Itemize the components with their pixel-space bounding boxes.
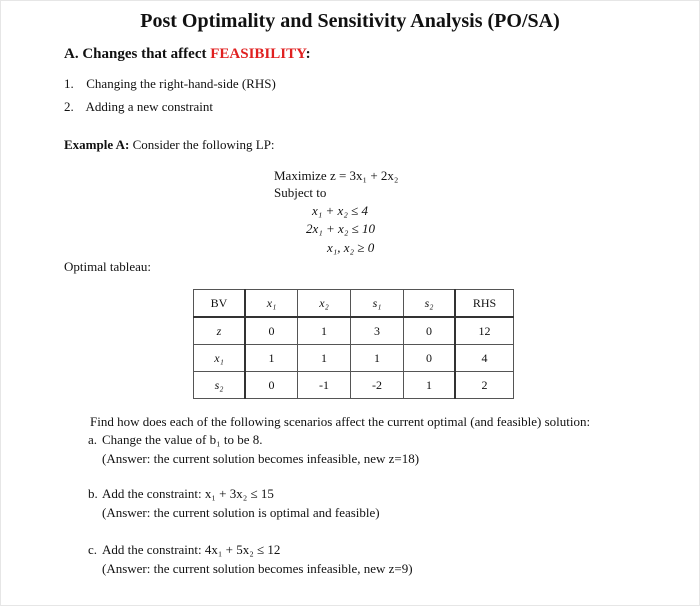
section-heading xyxy=(64,46,311,63)
tableau-header-cell: RHS xyxy=(455,290,514,318)
change-item-text: Changing the right-hand-side (RHS) xyxy=(86,76,276,91)
tableau-cell: -1 xyxy=(298,372,351,399)
tableau-label: Optimal tableau: xyxy=(64,259,152,274)
tableau-rhs-cell: 12 xyxy=(455,317,514,345)
tableau-basic-variable: z xyxy=(194,317,246,345)
tableau-cell: 0 xyxy=(245,317,298,345)
lp-constraint: 2x₁ + x₂ ≤ 10 xyxy=(306,221,375,236)
tableau-cell: 3 xyxy=(351,317,404,345)
section-heading-suffix: : xyxy=(305,46,311,62)
scenario-label: b. xyxy=(88,486,98,501)
scenario-answer: (Answer: the current solution is optimal and feasible) xyxy=(102,505,380,520)
tableau-header-cell: x₁ xyxy=(245,290,298,318)
lp-objective: Maximize z = 3x₁ + 2x₂ xyxy=(274,168,399,183)
tableau-cell: 1 xyxy=(245,345,298,372)
page-title: Post Optimality and Sensitivity Analysis (PO/SA) xyxy=(140,10,560,32)
tableau-cell: 1 xyxy=(298,345,351,372)
question-text: Find how does each of the following scenarios affect the current optimal (and feasible) solution: xyxy=(90,414,591,429)
example-intro xyxy=(64,137,275,153)
example-text: Consider the following LP: xyxy=(129,137,275,152)
scenario-answer: (Answer: the current solution becomes infeasible, new z=9) xyxy=(102,561,413,576)
scenario-label: a. xyxy=(88,432,98,447)
change-item-number: 1. xyxy=(64,76,74,91)
change-item xyxy=(64,76,276,92)
tableau-row xyxy=(194,317,514,345)
scenario-label: c. xyxy=(88,542,98,557)
section-heading-prefix: A. Changes that affect xyxy=(64,46,211,62)
scenario-text: Add the constraint: 4x₁ + 5x₂ ≤ 12 xyxy=(102,542,281,557)
tableau-rhs-cell: 2 xyxy=(455,372,514,399)
tableau-cell: 1 xyxy=(351,345,404,372)
tableau-cell: 0 xyxy=(404,345,456,372)
scenario-text: Add the constraint: x₁ + 3x₂ ≤ 15 xyxy=(102,486,274,501)
tableau-header-cell: x₂ xyxy=(298,290,351,318)
lp-constraint: x₁ + x₂ ≤ 4 xyxy=(312,203,368,218)
lp-nonnegativity: x₁, x₂ ≥ 0 xyxy=(327,240,375,255)
tableau-cell: 1 xyxy=(298,317,351,345)
change-item-text: Adding a new constraint xyxy=(85,99,213,114)
tableau-basic-variable: x₁ xyxy=(194,345,246,372)
section-heading-highlight: FEASIBILITY xyxy=(210,46,306,62)
tableau-cell: -2 xyxy=(351,372,404,399)
optimal-tableau xyxy=(193,289,514,399)
lp-subject-to: Subject to xyxy=(274,185,327,200)
tableau-header-cell: BV xyxy=(194,290,246,318)
tableau-row xyxy=(194,345,514,372)
change-item xyxy=(64,99,213,115)
tableau-row xyxy=(194,372,514,399)
tableau-cell: 1 xyxy=(404,372,456,399)
tableau-cell: 0 xyxy=(404,317,456,345)
tableau-cell: 0 xyxy=(245,372,298,399)
scenario-text: Change the value of b₁ to be 8. xyxy=(102,432,263,447)
change-item-number: 2. xyxy=(64,99,74,114)
tableau-header-cell: s₁ xyxy=(351,290,404,318)
tableau-header-row xyxy=(194,290,514,318)
tableau-rhs-cell: 4 xyxy=(455,345,514,372)
tableau-header-cell: s₂ xyxy=(404,290,456,318)
tableau-basic-variable: s₂ xyxy=(194,372,246,399)
example-label: Example A: xyxy=(64,137,130,152)
scenario-answer: (Answer: the current solution becomes infeasible, new z=18) xyxy=(102,451,420,466)
